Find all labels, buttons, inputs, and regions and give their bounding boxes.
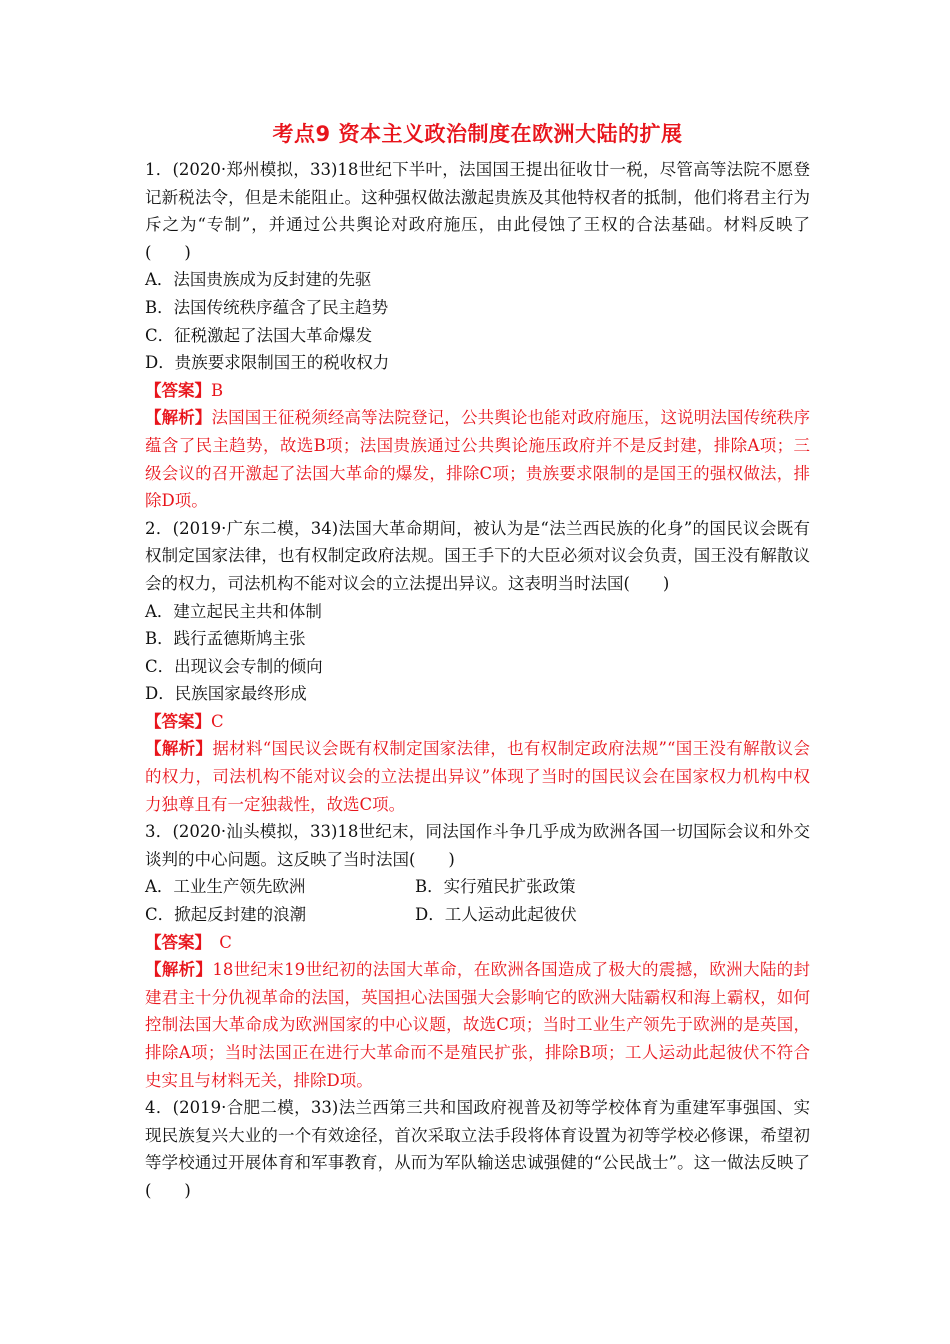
question-stem: 3．(2020·汕头模拟，33)18世纪末，同法国作斗争几乎成为欧洲各国一切国际会议和外交谈判的中心问题。这反映了当时法国( ) <box>145 822 810 869</box>
option-b: B．法国传统秩序蕴含了民主趋势 <box>145 297 389 317</box>
option-c: C．出现议会专制的倾向 <box>145 656 323 676</box>
option-a: A．建立起民主共和体制 <box>145 601 322 621</box>
question-stem: 4．(2019·合肥二模，33)法兰西第三共和国政府视普及初等学校体育为重建军事强国、实现民族复兴大业的一个有效途径，首次采取立法手段将体育设置为初等学校必修课，希望初等学校通过开展体育和军事教育，从而为军队输送忠诚强健的“公民战士”。这一做法反映了( ) <box>145 1098 810 1200</box>
question-stem: 2．(2019·广东二模，34)法国大革命期间，被认为是“法兰西民族的化身”的国民议会既有权制定国家法律，也有权制定政府法规。国王手下的大臣必须对议会负责，国王没有解散议会的权力，司法机构不能对议会的立法提出异议。这表明当时法国( ) <box>145 518 810 593</box>
question-stem: 1．(2020·郑州模拟，33)18世纪下半叶，法国国王提出征收廿一税，尽管高等法院不愿登记新税法令，但是未能阻止。这种强权做法激起贵族及其他特权者的抵制，他们将君主行为斥之为“专制”，并通过公共舆论对政府施压，由此侵蚀了王权的合法基础。材料反映了( ) <box>145 160 810 262</box>
option-b: B．实行殖民扩张政策 <box>415 877 576 897</box>
option-c: C．征税激起了法国大革命爆发 <box>145 325 373 345</box>
option-d: D．贵族要求限制国王的税收权力 <box>145 353 390 373</box>
analysis <box>145 404 810 514</box>
question-3 <box>145 818 810 1094</box>
analysis <box>145 956 810 1094</box>
analysis-text: 18世纪末19世纪初的法国大革命，在欧洲各国造成了极大的震撼，欧洲大陆的封建君主十分仇视革命的法国，英国担心法国强大会影响它的欧洲大陆霸权和海上霸权，如何控制法国大革命成为欧洲国家的中心议题，故选C项；当时工业生产领先于欧洲的是英国，排除A项；当时法国正在进行大革命而不是殖民扩张，排除B项；工人运动此起彼伏不符合史实且与材料无关，排除D项。 <box>145 960 811 1090</box>
options-row-1 <box>145 873 810 901</box>
answer-value: C <box>202 932 232 952</box>
analysis-label: 【解析】 <box>145 739 213 759</box>
answer-value: B <box>211 380 224 400</box>
page-title: 考点9 资本主义政治制度在欧洲大陆的扩展 <box>272 122 683 146</box>
answer-label: 【答案】 <box>145 380 211 400</box>
question-1 <box>145 156 810 515</box>
answer-value: C <box>211 711 224 731</box>
option-a: A．法国贵族成为反封建的先驱 <box>145 270 372 290</box>
question-4 <box>145 1094 810 1204</box>
answer-label: 【答案】 <box>145 932 203 952</box>
analysis <box>145 735 810 818</box>
analysis-text: 法国国王征税须经高等法院登记，公共舆论也能对政府施压，这说明法国传统秩序蕴含了民主趋势，故选B项；法国贵族通过公共舆论施压政府并不是反封建，排除A项；三级会议的召开激起了法国大革命的爆发，排除C项；贵族要求限制的是国王的强权做法，排除D项。 <box>145 408 811 511</box>
document-content <box>145 118 810 1205</box>
option-d: D．工人运动此起彼伏 <box>415 905 577 925</box>
answer-label: 【答案】 <box>145 711 211 731</box>
answer-line <box>145 929 810 957</box>
option-b: B．践行孟德斯鸠主张 <box>145 629 306 649</box>
analysis-label: 【解析】 <box>145 408 212 428</box>
option-c: C．掀起反封建的浪潮 <box>145 905 307 925</box>
answer-line <box>145 708 810 736</box>
answer-line <box>145 377 810 405</box>
analysis-text: 据材料“国民议会既有权制定国家法律，也有权制定政府法规”“国王没有解散议会的权力，司法机构不能对议会的立法提出异议”体现了当时的国民议会在国家权力机构中权力独尊且有一定独裁性，故选C项。 <box>145 739 811 814</box>
option-d: D．民族国家最终形成 <box>145 684 307 704</box>
options-row-2 <box>145 901 810 929</box>
analysis-label: 【解析】 <box>145 960 213 980</box>
question-2 <box>145 515 810 819</box>
option-a: A．工业生产领先欧洲 <box>145 877 306 897</box>
